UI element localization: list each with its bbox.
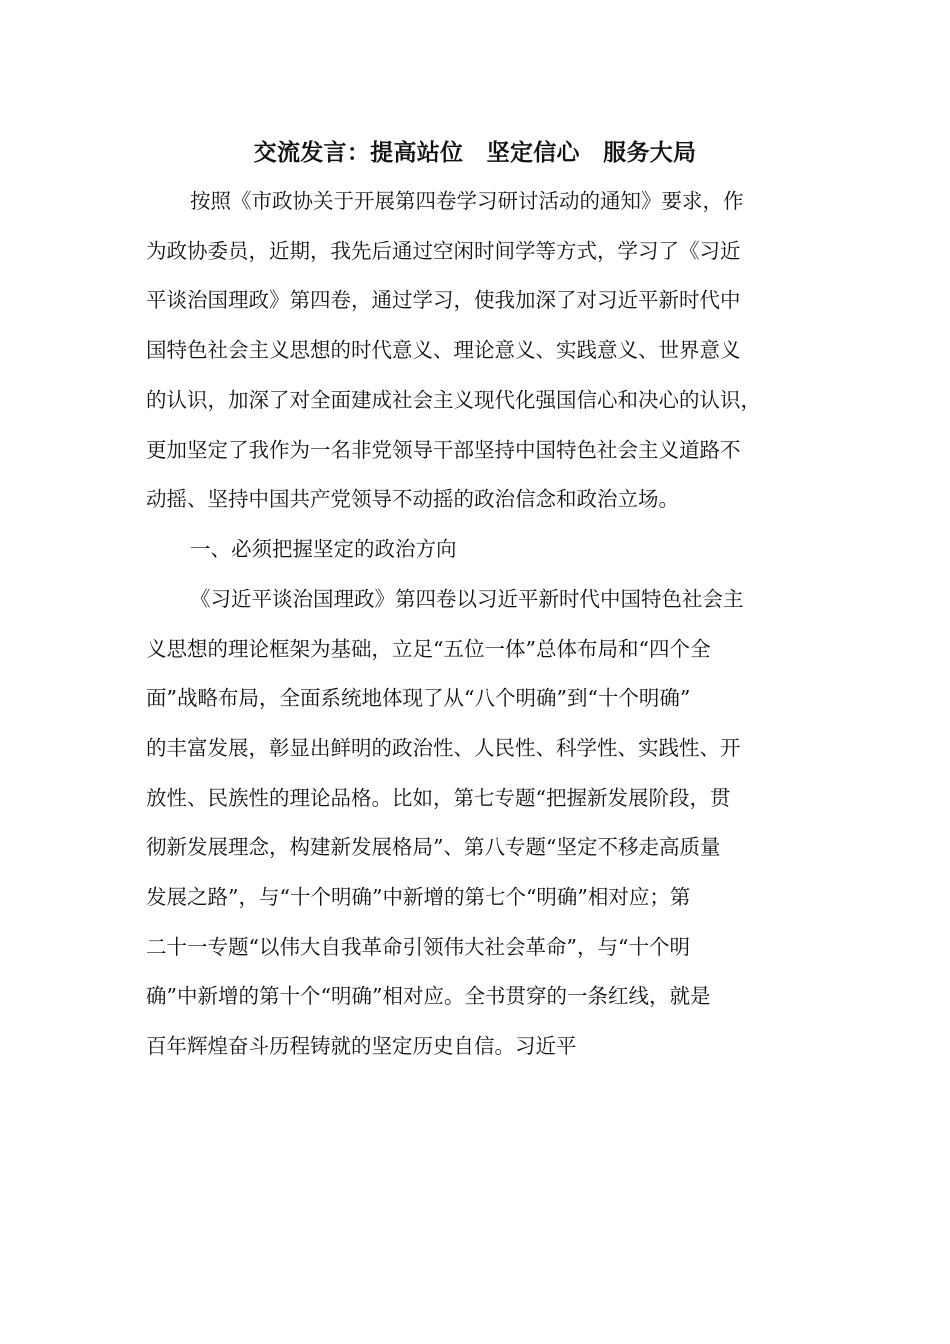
paragraph-line: 彻新发展理念，构建新发展格局”、第八专题“坚定不移走高质量 — [146, 835, 721, 859]
document-title: 交流发言：提高站位 坚定信心 服务大局 — [253, 140, 697, 166]
paragraph-line: 二十一专题“以伟大自我革命引领伟大社会革命”，与“十个明 — [146, 935, 690, 959]
paragraph-line: 按照《市政协关于开展第四卷学习研讨活动的通知》要求，作 — [190, 189, 744, 213]
paragraph-line: 发展之路”，与“十个明确”中新增的第七个“明确”相对应；第 — [146, 885, 691, 909]
paragraph-line: 国特色社会主义思想的时代意义、理论意义、实践意义、世界意义 — [146, 338, 741, 362]
paragraph-line: 平谈治国理政》第四卷，通过学习，使我加深了对习近平新时代中 — [146, 288, 741, 312]
paragraph-line: 百年辉煌奋斗历程铸就的坚定历史自信。习近平 — [146, 1034, 577, 1058]
paragraph-line: 确”中新增的第十个“明确”相对应。全书贯穿的一条红线，就是 — [146, 984, 711, 1008]
paragraph-line: 动摇、坚持中国共产党领导不动摇的政治信念和政治立场。 — [146, 487, 679, 511]
paragraph-line: 的丰富发展，彰显出鲜明的政治性、人民性、科学性、实践性、开 — [146, 736, 741, 760]
paragraph-line: 为政协委员，近期，我先后通过空闲时间学等方式，学习了《习近 — [146, 239, 741, 263]
paragraph-line: 放性、民族性的理论品格。比如，第七专题“把握新发展阶段，贯 — [146, 786, 731, 810]
paragraph-line: 的认识，加深了对全面建成社会主义现代化强国信心和决心的认识， — [146, 388, 761, 412]
section-heading: 一、必须把握坚定的政治方向 — [190, 537, 457, 561]
paragraph-line: 《习近平谈治国理政》第四卷以习近平新时代中国特色社会主 — [190, 587, 744, 611]
paragraph-line: 更加坚定了我作为一名非党领导干部坚持中国特色社会主义道路不 — [146, 438, 741, 462]
paragraph-line: 面”战略布局，全面系统地体现了从“八个明确”到“十个明确” — [146, 686, 691, 710]
paragraph-line: 义思想的理论框架为基础，立足“五位一体”总体布局和“四个全 — [146, 637, 711, 661]
